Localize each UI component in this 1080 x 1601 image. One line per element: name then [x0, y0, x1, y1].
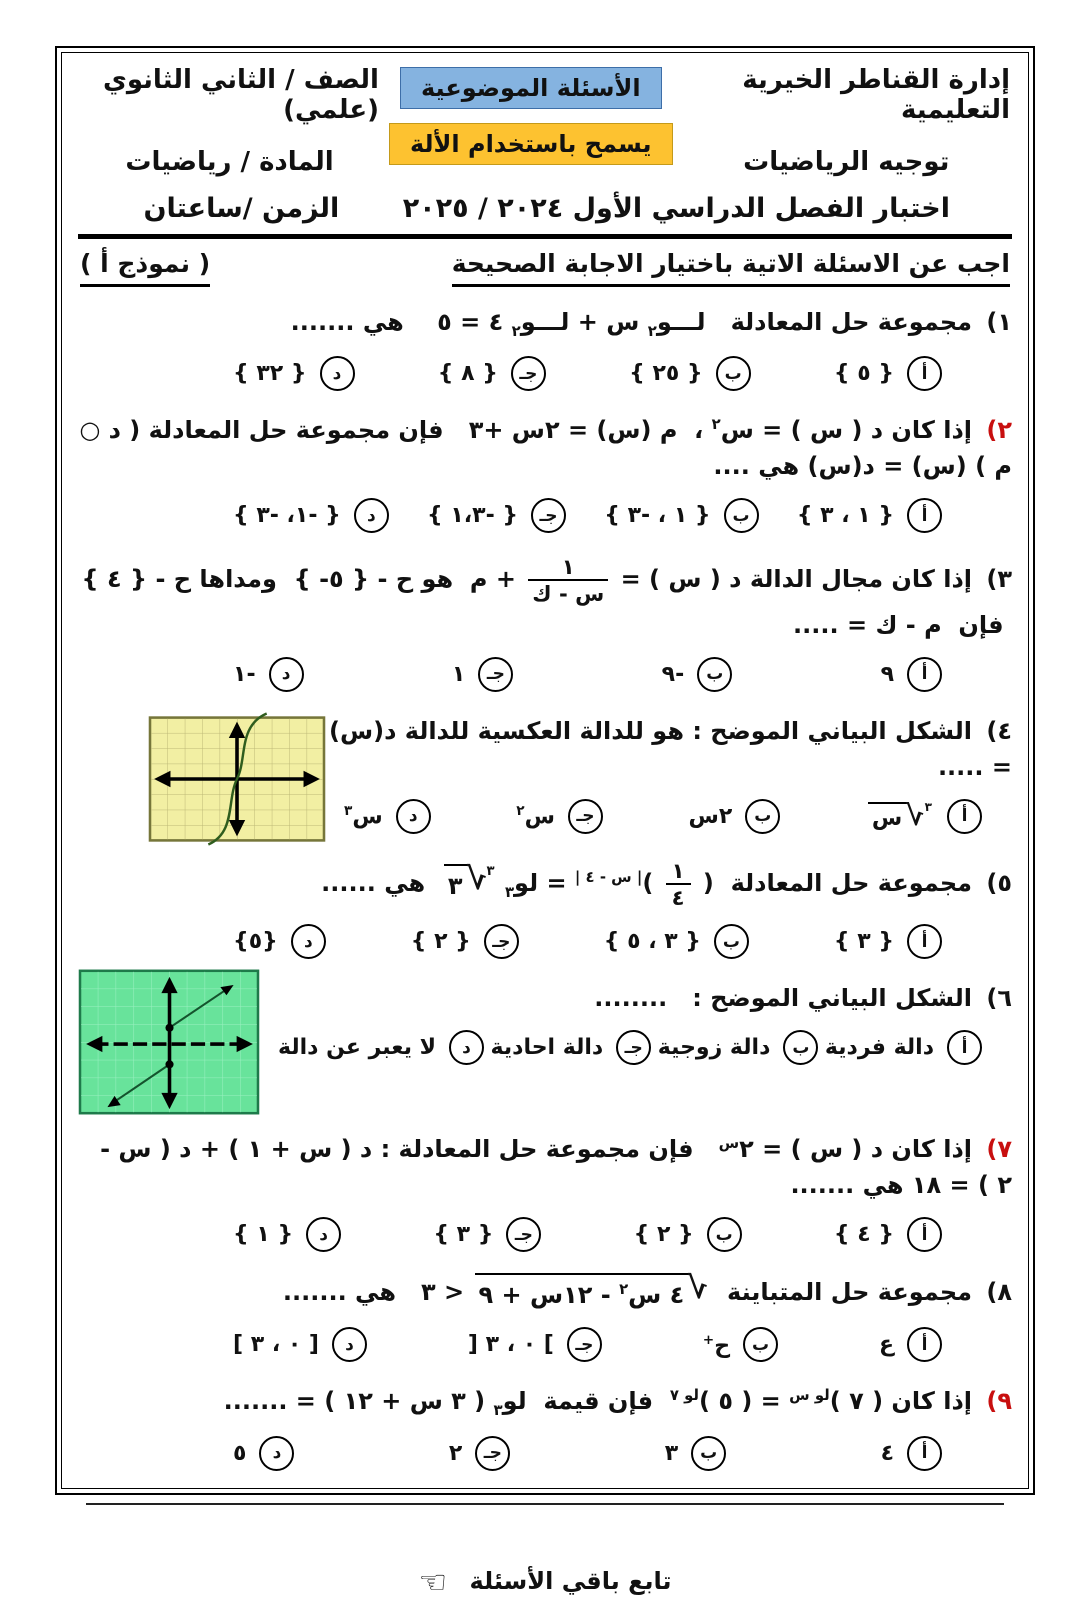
page-inner — [61, 52, 1029, 1601]
answer-option — [452, 657, 513, 692]
option-value: { ٤ } — [833, 1222, 894, 1248]
question-main — [78, 412, 1012, 537]
question-text: مجموعة حل المعادلة لـــو$_٢$ س + لـــو$_٢$ ٤ = ٥ هي ....... — [290, 308, 973, 340]
option-letter: د — [306, 1217, 341, 1252]
option-value: ١- — [233, 661, 256, 687]
options-row — [344, 799, 982, 834]
option-value: { ٥ ، ٣ } — [603, 929, 701, 955]
badge-objective-questions: الأسئلة الموضوعية — [400, 67, 662, 109]
option-value: دالة احادية — [490, 1035, 604, 1061]
option-letter: ب — [697, 657, 732, 692]
option-letter: ب — [716, 356, 751, 391]
footer-divider — [86, 1503, 1004, 1505]
option-letter: جـ — [568, 799, 603, 834]
option-letter: أ — [907, 1436, 942, 1471]
question-text: مجموعة حل المعادلة ( $\frac{١}{٤}$ )$^{| س - ٤ |}$ = لو$_٣$ ٣ √ ٣ هي ...... — [321, 857, 973, 911]
option-value: ٢ — [448, 1440, 463, 1466]
question-line — [78, 858, 1012, 911]
option-letter: د — [320, 356, 355, 391]
class-info: الصف / الثاني الثانوي (علمي) — [102, 65, 379, 125]
option-value: ح+ — [702, 1331, 731, 1359]
badge-calculator-allowed: يسمح باستخدام الألة — [389, 123, 673, 165]
options-row — [233, 657, 942, 692]
figure-rays-graph — [80, 970, 258, 1114]
question-main — [324, 713, 1012, 841]
question — [78, 1131, 1012, 1256]
question-line — [78, 1273, 1012, 1313]
options-row — [278, 1030, 982, 1065]
question — [78, 980, 1012, 1114]
option-value: { ٣ ، ١ } — [796, 503, 894, 529]
question-main — [78, 554, 1012, 696]
option-letter: أ — [907, 1217, 942, 1252]
option-value: دالة زوجية — [657, 1035, 771, 1061]
option-letter: ب — [724, 498, 759, 533]
question — [78, 858, 1012, 964]
header-right-block — [683, 65, 1010, 177]
option-letter: ب — [743, 1327, 778, 1362]
option-letter: د — [291, 924, 326, 959]
answer-option — [233, 1217, 341, 1252]
exam-time: الزمن /ساعتان — [143, 193, 340, 224]
exam-title: اختبار الفصل الدراسي الأول ٢٠٢٤ / ٢٠٢٥ — [402, 193, 950, 224]
answer-option — [233, 356, 355, 391]
answer-option — [629, 356, 751, 391]
answer-option — [233, 1436, 294, 1471]
subject-info: المادة / رياضيات — [125, 147, 334, 177]
question — [78, 1273, 1012, 1366]
options-row — [233, 924, 942, 959]
answer-option — [468, 1327, 602, 1362]
option-value: ٩ — [880, 661, 894, 687]
answer-option — [411, 924, 519, 959]
question-text: إذا كان ( ٧ )$^{لو س}$ = ( ٥ )$^{لو ٧}$ فإن قيمة لو$_٣$ ( ٣ س + ١٢ ) = ....... — [223, 1386, 973, 1420]
answer-option — [658, 1030, 819, 1065]
answer-option — [604, 498, 758, 533]
question-text: إذا كان مجال الدالة د ( س ) = $\frac{١}{\text{س - ك}}$ + م هو ح - { -٥ } ومداها ح - { ٤ } فإن م - ك = ..... — [81, 554, 1012, 639]
option-letter: د — [354, 498, 389, 533]
question-text: إذا كان د ( س ) = س$^٢$ ، م (س) = ٢س +٣ فإن مجموعة حل المعادلة ( د ○ م ) (س) = د(س) هي .... — [79, 415, 1012, 481]
cubic-graph-svg — [150, 717, 324, 841]
options-row — [233, 1327, 942, 1362]
answer-option — [278, 1030, 484, 1065]
option-letter: ب — [691, 1436, 726, 1471]
option-letter: جـ — [484, 924, 519, 959]
question-number: ٣) — [986, 565, 1012, 594]
option-value: { ٥ } — [833, 361, 894, 387]
header-left-block — [80, 65, 379, 177]
question-number: ٢) — [986, 416, 1012, 445]
option-letter: ب — [783, 1030, 818, 1065]
option-letter: جـ — [478, 657, 513, 692]
options-row — [233, 1217, 942, 1252]
option-letter: د — [449, 1030, 484, 1065]
answer-option — [427, 498, 566, 533]
question-main — [78, 1273, 1012, 1366]
pointing-hand-icon: ☜ — [418, 1562, 448, 1601]
model-label: ( نموذج أ ) — [80, 249, 210, 287]
answer-option — [233, 924, 326, 959]
figure-cubic-graph — [150, 717, 324, 841]
question — [78, 554, 1012, 696]
option-letter: جـ — [567, 1327, 602, 1362]
questions — [78, 304, 1012, 1475]
page-frame — [55, 46, 1035, 1601]
option-value: ٤ — [880, 1440, 894, 1466]
answer-option — [344, 799, 431, 834]
question-main — [78, 1131, 1012, 1256]
option-letter: أ — [907, 1327, 942, 1362]
option-value: س$^٢$ — [516, 803, 555, 830]
footer — [78, 1563, 1012, 1601]
answer-option — [834, 1217, 942, 1252]
option-letter: أ — [907, 924, 942, 959]
question — [78, 713, 1012, 841]
answer-option — [233, 657, 304, 692]
question — [78, 412, 1012, 537]
option-value: ١ — [451, 661, 466, 687]
option-value: دالة فردية — [824, 1035, 934, 1061]
option-letter: ب — [707, 1217, 742, 1252]
answer-option — [634, 1217, 742, 1252]
rays-graph-svg — [80, 970, 258, 1114]
option-value: { ١ } — [233, 1222, 294, 1248]
question-line — [324, 713, 1012, 785]
option-letter: د — [259, 1436, 294, 1471]
answer-option — [703, 1327, 778, 1362]
option-value: { ٢ } — [410, 929, 471, 955]
answer-option — [433, 1217, 541, 1252]
answer-option — [604, 924, 749, 959]
option-value: { ٣٢ } — [233, 361, 307, 387]
answer-option — [879, 1327, 942, 1362]
question-main — [78, 858, 1012, 964]
org-name: إدارة القناطر الخيرية التعليمية — [742, 65, 1010, 125]
answer-option — [516, 799, 603, 834]
option-letter: جـ — [531, 498, 566, 533]
exam-header — [78, 61, 1012, 239]
answer-option — [689, 799, 781, 834]
question-text: الشكل البياني الموضح : هو للدالة العكسية للدالة د(س) = ..... — [329, 716, 1012, 781]
question-number: ٦) — [986, 984, 1012, 1013]
question-line — [78, 304, 1012, 342]
question — [78, 1383, 1012, 1474]
org-dept: توجيه الرياضيات — [743, 147, 950, 177]
question-main — [78, 304, 1012, 395]
answer-option — [233, 498, 389, 533]
option-letter: أ — [907, 498, 942, 533]
answer-option — [825, 1030, 982, 1065]
question-number: ١) — [986, 308, 1012, 336]
option-value: ] ٣ ، ٠ [ — [467, 1332, 554, 1358]
option-value: ٣ — [664, 1440, 679, 1466]
option-value: { ٣ } — [833, 929, 894, 955]
answer-option — [233, 1327, 367, 1362]
option-value: ٣ √ س — [866, 802, 934, 831]
answer-option — [449, 1436, 510, 1471]
option-letter: جـ — [511, 356, 546, 391]
option-value: ٩- — [661, 661, 685, 687]
option-value: ٢س — [688, 803, 733, 829]
question-number: ٩) — [986, 1387, 1012, 1416]
question-text: مجموعة حل المتباينة √ ٤ س$^٢$ - ١٢س + ٩ < ٣ هي ....... — [283, 1278, 972, 1306]
option-letter: د — [332, 1327, 367, 1362]
question-line — [78, 554, 1012, 643]
answer-option — [662, 657, 733, 692]
header-badges — [389, 67, 673, 165]
option-value: س$^٣$ — [344, 803, 383, 830]
option-letter: ب — [714, 924, 749, 959]
question-main — [78, 1383, 1012, 1474]
question-main — [258, 980, 1012, 1114]
footer-text: تابع باقي الأسئلة — [469, 1566, 672, 1595]
option-value: {٥} — [233, 929, 278, 955]
question-text: إذا كان د ( س ) = $٢^س$ فإن مجموعة حل المعادلة : د ( س + ١ ) + د ( س - ٢ ) = ١٨ هي ....... — [100, 1134, 1012, 1200]
options-row — [233, 1436, 942, 1471]
option-letter: أ — [947, 799, 982, 834]
exam-title-row — [80, 193, 1010, 224]
question-number: ٤) — [986, 716, 1012, 745]
question-number: ٥) — [986, 869, 1012, 898]
question-line — [258, 980, 1012, 1016]
question-line — [78, 1383, 1012, 1421]
option-letter: أ — [907, 657, 942, 692]
answer-option — [881, 657, 942, 692]
option-value: [ ٣ ، ٠ ] — [233, 1332, 319, 1358]
option-value: ع — [878, 1332, 894, 1358]
option-value: { ٣- ،١- } — [233, 503, 341, 529]
option-value: { ٢٥ } — [629, 361, 703, 387]
options-row — [233, 356, 942, 391]
option-value: لا يعبر عن دالة — [278, 1035, 436, 1061]
instruction-title: اجب عن الاسئلة الاتية باختيار الاجابة الصحيحة — [452, 249, 1010, 287]
option-letter: جـ — [616, 1030, 651, 1065]
answer-option — [834, 356, 942, 391]
question-line — [78, 412, 1012, 484]
option-letter: أ — [947, 1030, 982, 1065]
option-value: ٥ — [233, 1440, 247, 1466]
option-letter: أ — [907, 356, 942, 391]
answer-option — [866, 799, 982, 834]
option-value: { ٣- ، ١ } — [604, 503, 711, 529]
option-value: { ٢ } — [633, 1222, 694, 1248]
answer-option — [834, 924, 942, 959]
option-value: { ١،٣- } — [427, 503, 519, 529]
answer-option — [438, 356, 546, 391]
option-value: { ٣ } — [433, 1222, 494, 1248]
answer-option — [491, 1030, 652, 1065]
question-number: ٧) — [986, 1135, 1012, 1164]
question-text: الشكل البياني الموضح : ........ — [594, 984, 973, 1013]
option-letter: ب — [745, 799, 780, 834]
answer-option — [797, 498, 942, 533]
question-line — [78, 1131, 1012, 1203]
option-letter: جـ — [475, 1436, 510, 1471]
question-number: ٨) — [986, 1278, 1012, 1307]
answer-option — [665, 1436, 726, 1471]
question — [78, 304, 1012, 395]
section-row — [80, 249, 1010, 287]
answer-option — [881, 1436, 942, 1471]
option-letter: د — [396, 799, 431, 834]
option-letter: د — [269, 657, 304, 692]
options-row — [233, 498, 942, 533]
option-value: { ٨ } — [437, 361, 498, 387]
option-letter: جـ — [506, 1217, 541, 1252]
